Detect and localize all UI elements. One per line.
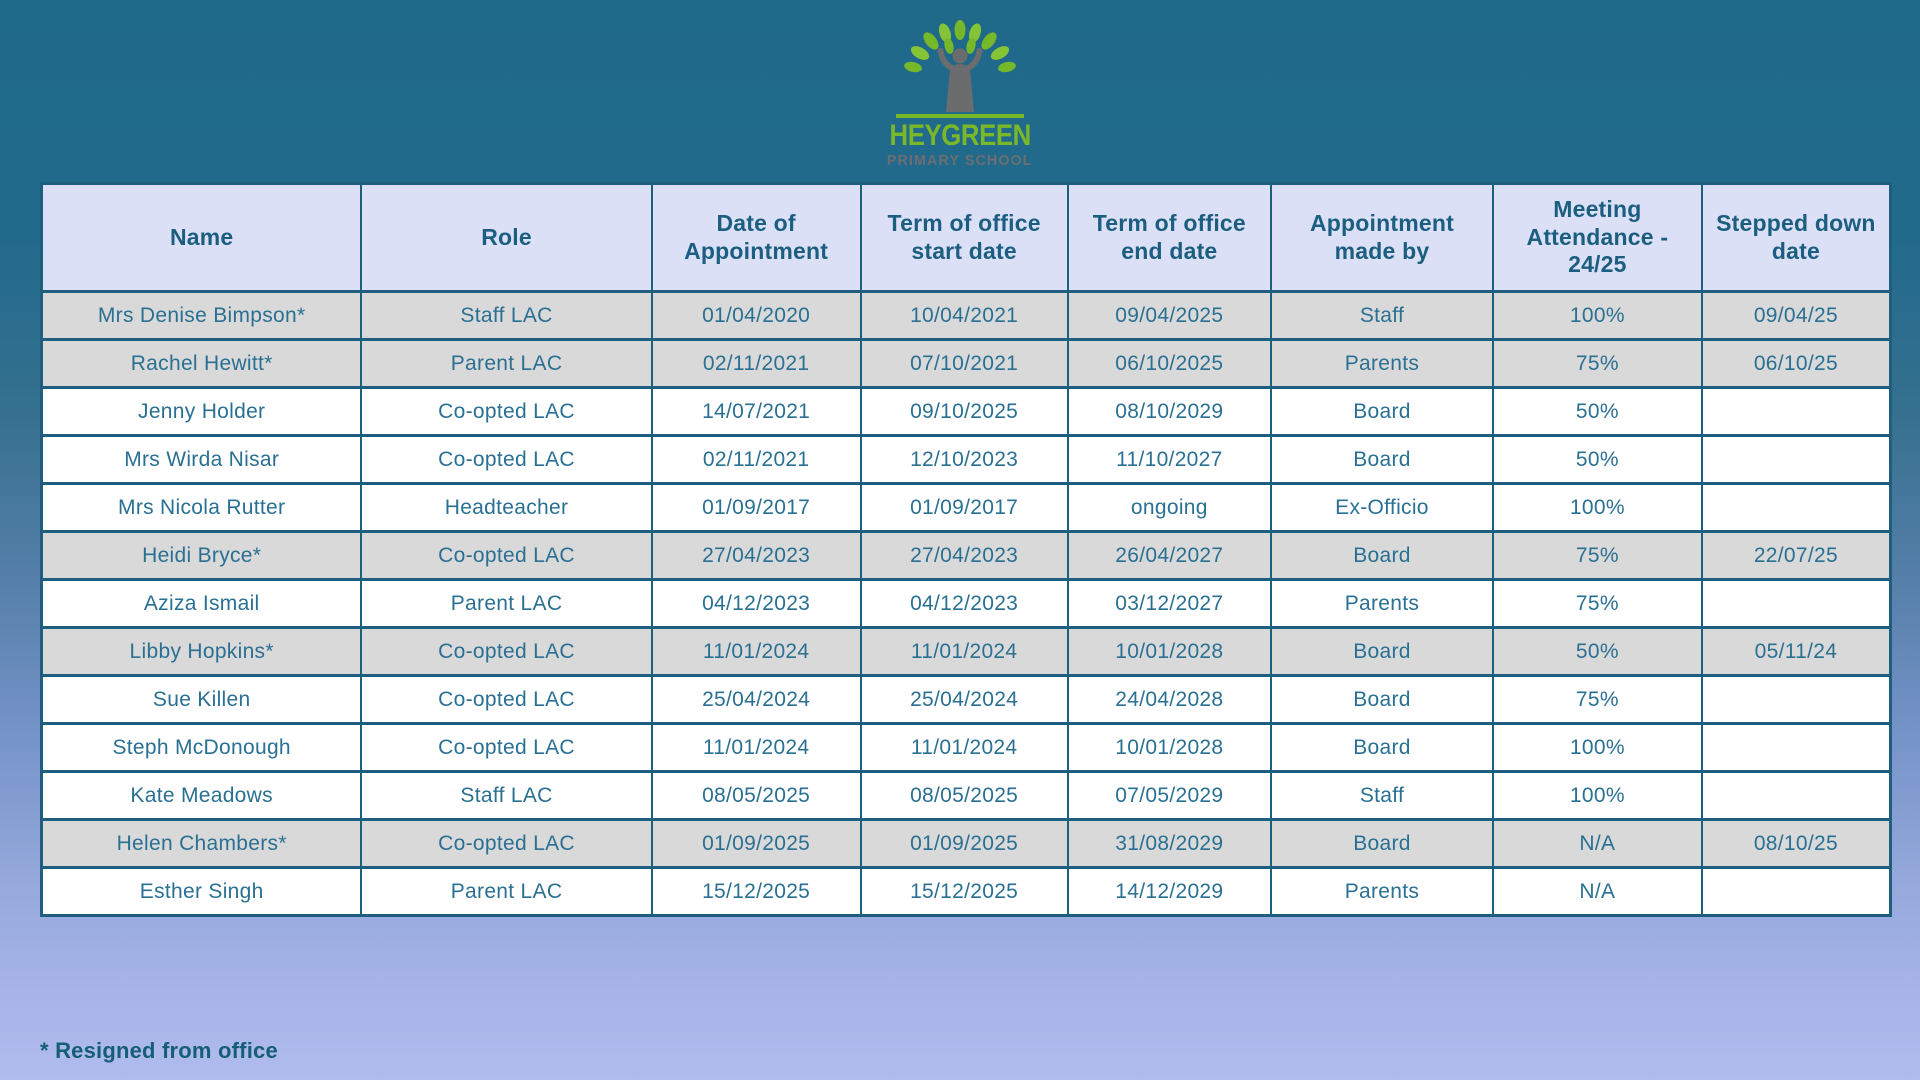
- cell-stepped-down: 06/10/25: [1702, 340, 1891, 388]
- cell-name: Esther Singh: [42, 868, 362, 916]
- cell-term-end: 11/10/2027: [1068, 436, 1271, 484]
- cell-term-start: 04/12/2023: [861, 580, 1068, 628]
- cell-name: Heidi Bryce*: [42, 532, 362, 580]
- cell-term-end: 08/10/2029: [1068, 388, 1271, 436]
- cell-term-end: 03/12/2027: [1068, 580, 1271, 628]
- cell-stepped-down: 05/11/24: [1702, 628, 1891, 676]
- cell-role: Co-opted LAC: [361, 724, 651, 772]
- table-row: [42, 388, 1891, 436]
- table-row: [42, 580, 1891, 628]
- cell-stepped-down: 22/07/25: [1702, 532, 1891, 580]
- cell-attendance: 75%: [1493, 676, 1702, 724]
- cell-appointed-by: Parents: [1271, 580, 1493, 628]
- cell-appointed-by: Board: [1271, 820, 1493, 868]
- column-header-name: Name: [42, 184, 362, 292]
- cell-role: Staff LAC: [361, 772, 651, 820]
- cell-name: Mrs Denise Bimpson*: [42, 292, 362, 340]
- column-header-appointed-by: Appointment made by: [1271, 184, 1493, 292]
- cell-name: Helen Chambers*: [42, 820, 362, 868]
- cell-term-start: 12/10/2023: [861, 436, 1068, 484]
- table-row: [42, 676, 1891, 724]
- column-header-term-end: Term of office end date: [1068, 184, 1271, 292]
- cell-attendance: 100%: [1493, 484, 1702, 532]
- cell-role: Co-opted LAC: [361, 676, 651, 724]
- cell-appointed-by: Board: [1271, 676, 1493, 724]
- cell-term-start: 10/04/2021: [861, 292, 1068, 340]
- cell-attendance: N/A: [1493, 868, 1702, 916]
- governors-table: [40, 182, 1892, 917]
- cell-date-of-appointment: 25/04/2024: [652, 676, 861, 724]
- cell-term-start: 25/04/2024: [861, 676, 1068, 724]
- cell-date-of-appointment: 02/11/2021: [652, 340, 861, 388]
- cell-appointed-by: Parents: [1271, 340, 1493, 388]
- cell-role: Co-opted LAC: [361, 436, 651, 484]
- cell-date-of-appointment: 01/09/2025: [652, 820, 861, 868]
- cell-date-of-appointment: 01/09/2017: [652, 484, 861, 532]
- cell-attendance: 100%: [1493, 772, 1702, 820]
- cell-term-start: 11/01/2024: [861, 628, 1068, 676]
- cell-date-of-appointment: 14/07/2021: [652, 388, 861, 436]
- cell-name: Rachel Hewitt*: [42, 340, 362, 388]
- cell-term-end: 06/10/2025: [1068, 340, 1271, 388]
- cell-name: Sue Killen: [42, 676, 362, 724]
- cell-stepped-down: [1702, 772, 1891, 820]
- table-row: [42, 868, 1891, 916]
- cell-term-start: 11/01/2024: [861, 724, 1068, 772]
- cell-term-end: 10/01/2028: [1068, 724, 1271, 772]
- cell-attendance: N/A: [1493, 820, 1702, 868]
- cell-role: Headteacher: [361, 484, 651, 532]
- cell-term-end: 10/01/2028: [1068, 628, 1271, 676]
- cell-appointed-by: Staff: [1271, 772, 1493, 820]
- cell-appointed-by: Ex-Officio: [1271, 484, 1493, 532]
- cell-term-end: 26/04/2027: [1068, 532, 1271, 580]
- cell-attendance: 75%: [1493, 340, 1702, 388]
- cell-appointed-by: Board: [1271, 532, 1493, 580]
- cell-appointed-by: Board: [1271, 628, 1493, 676]
- cell-attendance: 50%: [1493, 436, 1702, 484]
- table-body: [42, 292, 1891, 916]
- cell-attendance: 100%: [1493, 724, 1702, 772]
- cell-date-of-appointment: 27/04/2023: [652, 532, 861, 580]
- table-header-row: [42, 184, 1891, 292]
- cell-term-end: 24/04/2028: [1068, 676, 1271, 724]
- cell-appointed-by: Staff: [1271, 292, 1493, 340]
- cell-appointed-by: Board: [1271, 436, 1493, 484]
- cell-term-start: 15/12/2025: [861, 868, 1068, 916]
- column-header-attendance: Meeting Attendance - 24/25: [1493, 184, 1702, 292]
- cell-date-of-appointment: 01/04/2020: [652, 292, 861, 340]
- tree-icon: [896, 20, 1024, 112]
- cell-stepped-down: [1702, 580, 1891, 628]
- table-row: [42, 628, 1891, 676]
- cell-stepped-down: 08/10/25: [1702, 820, 1891, 868]
- cell-date-of-appointment: 11/01/2024: [652, 628, 861, 676]
- table-row: [42, 484, 1891, 532]
- cell-role: Co-opted LAC: [361, 820, 651, 868]
- header-row: [42, 184, 1891, 292]
- column-header-role: Role: [361, 184, 651, 292]
- cell-term-start: 27/04/2023: [861, 532, 1068, 580]
- cell-date-of-appointment: 04/12/2023: [652, 580, 861, 628]
- column-header-term-start: Term of office start date: [861, 184, 1068, 292]
- cell-stepped-down: [1702, 388, 1891, 436]
- table-row: [42, 436, 1891, 484]
- cell-name: Mrs Wirda Nisar: [42, 436, 362, 484]
- cell-term-start: 08/05/2025: [861, 772, 1068, 820]
- cell-role: Parent LAC: [361, 340, 651, 388]
- resigned-footnote: * Resigned from office: [40, 1038, 278, 1063]
- school-logo: [0, 20, 1920, 171]
- cell-stepped-down: [1702, 436, 1891, 484]
- cell-name: Aziza Ismail: [42, 580, 362, 628]
- column-header-stepped-down: Stepped down date: [1702, 184, 1891, 292]
- table-row: [42, 724, 1891, 772]
- cell-role: Co-opted LAC: [361, 532, 651, 580]
- cell-attendance: 50%: [1493, 388, 1702, 436]
- cell-term-end: 07/05/2029: [1068, 772, 1271, 820]
- table-row: [42, 532, 1891, 580]
- cell-term-end: ongoing: [1068, 484, 1271, 532]
- logo-school-subtitle: PRIMARY SCHOOL: [887, 152, 1033, 169]
- cell-term-start: 09/10/2025: [861, 388, 1068, 436]
- cell-attendance: 75%: [1493, 532, 1702, 580]
- cell-term-start: 07/10/2021: [861, 340, 1068, 388]
- cell-term-end: 31/08/2029: [1068, 820, 1271, 868]
- table-row: [42, 292, 1891, 340]
- cell-date-of-appointment: 02/11/2021: [652, 436, 861, 484]
- cell-term-end: 14/12/2029: [1068, 868, 1271, 916]
- logo-divider-line: [896, 114, 1024, 118]
- cell-date-of-appointment: 15/12/2025: [652, 868, 861, 916]
- cell-appointed-by: Board: [1271, 388, 1493, 436]
- cell-date-of-appointment: 08/05/2025: [652, 772, 861, 820]
- cell-stepped-down: 09/04/25: [1702, 292, 1891, 340]
- cell-name: Mrs Nicola Rutter: [42, 484, 362, 532]
- cell-role: Parent LAC: [361, 580, 651, 628]
- cell-attendance: 50%: [1493, 628, 1702, 676]
- cell-attendance: 75%: [1493, 580, 1702, 628]
- column-header-date-of-appointment: Date of Appointment: [652, 184, 861, 292]
- cell-appointed-by: Parents: [1271, 868, 1493, 916]
- cell-role: Parent LAC: [361, 868, 651, 916]
- cell-name: Kate Meadows: [42, 772, 362, 820]
- cell-term-end: 09/04/2025: [1068, 292, 1271, 340]
- table-row: [42, 340, 1891, 388]
- cell-name: Steph McDonough: [42, 724, 362, 772]
- cell-stepped-down: [1702, 676, 1891, 724]
- logo-school-name: HEYGREEN: [889, 119, 1031, 152]
- cell-attendance: 100%: [1493, 292, 1702, 340]
- cell-term-start: 01/09/2025: [861, 820, 1068, 868]
- cell-stepped-down: [1702, 724, 1891, 772]
- cell-date-of-appointment: 11/01/2024: [652, 724, 861, 772]
- cell-role: Staff LAC: [361, 292, 651, 340]
- table-row: [42, 772, 1891, 820]
- cell-name: Libby Hopkins*: [42, 628, 362, 676]
- cell-name: Jenny Holder: [42, 388, 362, 436]
- cell-role: Co-opted LAC: [361, 388, 651, 436]
- cell-role: Co-opted LAC: [361, 628, 651, 676]
- cell-stepped-down: [1702, 484, 1891, 532]
- cell-appointed-by: Board: [1271, 724, 1493, 772]
- table-row: [42, 820, 1891, 868]
- cell-term-start: 01/09/2017: [861, 484, 1068, 532]
- cell-stepped-down: [1702, 868, 1891, 916]
